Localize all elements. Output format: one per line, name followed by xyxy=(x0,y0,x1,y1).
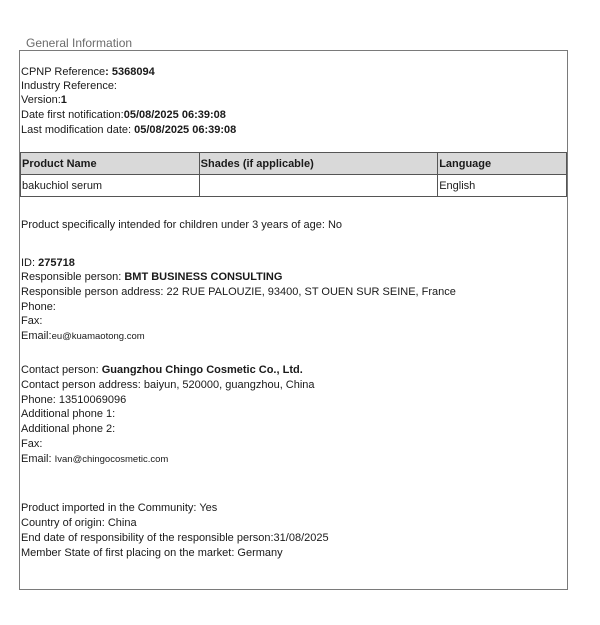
responsible-person-line xyxy=(21,271,282,284)
contact-person-value: Guangzhou Chingo Cosmetic Co., Ltd. xyxy=(101,364,303,376)
contact-fax-line: Fax: xyxy=(21,438,43,450)
contact-phone-line: Phone: 13510069096 xyxy=(21,394,127,406)
cell-shades xyxy=(199,175,438,197)
responsible-email-line xyxy=(21,330,145,343)
column-header-shades: Shades (if applicable) xyxy=(199,153,438,175)
version-value: 1 xyxy=(60,94,67,106)
version-label: Version: xyxy=(21,94,61,106)
responsible-phone-line: Phone: xyxy=(21,301,56,313)
responsible-id-label: ID: xyxy=(21,257,39,269)
contact-person-label: Contact person: xyxy=(21,364,102,376)
last-modification-line xyxy=(21,124,236,137)
responsible-person-value: BMT BUSINESS CONSULTING xyxy=(124,271,283,283)
responsible-id-line xyxy=(21,257,75,270)
cpnp-reference-label: CPNP Reference xyxy=(21,66,106,78)
contact-person-line xyxy=(21,364,303,377)
responsible-person-label: Responsible person: xyxy=(21,271,125,283)
column-header-product-name: Product Name xyxy=(21,153,200,175)
responsible-id-value: 275718 xyxy=(38,257,75,269)
cpnp-reference-value: 5368094 xyxy=(111,66,155,78)
section-title: General Information xyxy=(26,36,133,50)
member-state-line: Member State of first placing on the market: Germany xyxy=(21,547,283,559)
responsible-email-value[interactable]: eu@kuamaotong.com xyxy=(51,331,145,342)
cpnp-reference-line: CPNP Reference: 5368094 xyxy=(21,66,155,78)
imported-line: Product imported in the Community: Yes xyxy=(21,502,218,514)
children-line: Product specifically intended for children under 3 years of age: No xyxy=(21,219,343,231)
first-notification-value: 05/08/2025 06:39:08 xyxy=(123,109,226,121)
origin-line: Country of origin: China xyxy=(21,517,137,529)
product-table xyxy=(20,152,567,197)
column-header-language: Language xyxy=(438,153,567,175)
contact-additional-phone-2: Additional phone 2: xyxy=(21,423,116,435)
industry-reference-line: Industry Reference: xyxy=(21,80,117,92)
end-date-line: End date of responsibility of the responsible person:31/08/2025 xyxy=(21,532,329,544)
version-line xyxy=(21,94,67,107)
last-modification-label: Last modification date: xyxy=(21,124,135,136)
contact-email-line xyxy=(21,453,168,466)
first-notification-line xyxy=(21,109,226,122)
contact-additional-phone-1: Additional phone 1: xyxy=(21,408,116,420)
contact-email-value[interactable]: Ivan@chingocosmetic.com xyxy=(54,454,169,465)
cell-language: English xyxy=(438,175,567,197)
responsible-email-label: Email: xyxy=(21,330,52,342)
table-header-row xyxy=(21,153,567,175)
responsible-fax-line: Fax: xyxy=(21,315,43,327)
contact-address-line: Contact person address: baiyun, 520000, guangzhou, China xyxy=(21,379,315,391)
last-modification-value: 05/08/2025 06:39:08 xyxy=(134,124,237,136)
cell-product-name: bakuchiol serum xyxy=(21,175,200,197)
contact-email-label: Email: xyxy=(21,453,55,465)
first-notification-label: Date first notification: xyxy=(21,109,124,121)
responsible-address-line: Responsible person address: 22 RUE PALOUZIE, 93400, ST OUEN SUR SEINE, France xyxy=(21,286,456,298)
table-row xyxy=(21,175,567,197)
